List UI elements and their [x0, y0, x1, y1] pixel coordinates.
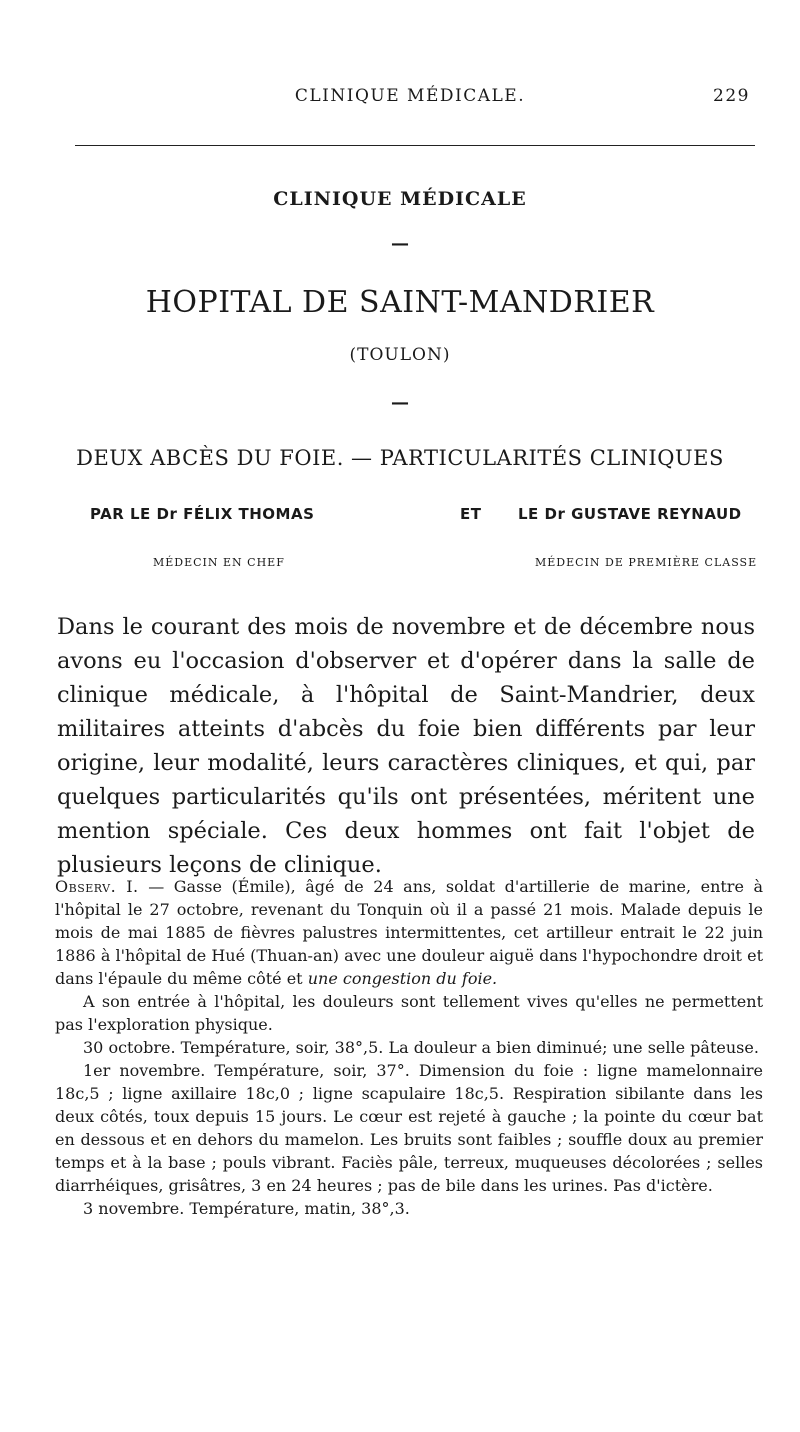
observation-italic: une congestion du foie. [307, 969, 498, 988]
running-head-title: CLINIQUE MÉDICALE. [294, 86, 526, 106]
observation-paragraph [55, 875, 763, 990]
page-number: 229 [713, 86, 750, 106]
city-subtitle: (TOULON) [349, 345, 451, 365]
separator-dash: — [391, 233, 409, 254]
author-2: LE Dr GUSTAVE REYNAUD [518, 505, 742, 523]
section-title: CLINIQUE MÉDICALE [273, 188, 527, 210]
author-1: PAR LE Dr FÉLIX THOMAS [90, 505, 315, 523]
observation-section [55, 875, 763, 1220]
hospital-title: HOPITAL DE SAINT-MANDRIER [145, 285, 655, 320]
article-subject: DEUX ABCÈS DU FOIE. — PARTICULARITÉS CLINIQUES [76, 446, 724, 470]
observation-paragraph: A son entrée à l'hôpital, les douleurs sont tellement vives qu'elles ne permettent pas l'exploration physique. [55, 992, 763, 1034]
observation-label: Observ. I. [55, 877, 139, 896]
byline-conjunction: ET [460, 505, 482, 523]
author-1-role: MÉDECIN EN CHEF [153, 556, 285, 569]
observation-text: — Gasse (Émile), âgé de 24 ans, soldat d'artillerie de marine, entre à l'hôpital le 27 octobre, revenant du Tonquin où il a passé 21 mois. Malade depuis le mois de mai 1885 de fièvres palustres intermittentes, cet artilleur entrait le 22 juin 1886 à l'hôpital de Hué (Thuan-an) avec une douleur aiguë dans l'hypochondre droit et dans l'épaule du même côté et [55, 877, 764, 988]
header-rule [75, 145, 755, 146]
author-2-role: MÉDECIN DE PREMIÈRE CLASSE [535, 556, 758, 569]
intro-paragraph: Dans le courant des mois de novembre et de décembre nous avons eu l'occasion d'observer et d'opérer dans la salle de clinique médicale, à l'hôpital de Saint-Mandrier, deux militaires atteints d'abcès du foie bien différents par leur origine, leur modalité, leurs caractères cliniques, et qui, par quelques particularités qu'ils ont présentées, méritent une mention spéciale. Ces deux hommes ont fait l'objet de plusieurs leçons de clinique. [57, 614, 755, 878]
observation-paragraph: 3 novembre. Température, matin, 38°,3. [83, 1199, 410, 1218]
observation-paragraph: 1er novembre. Température, soir, 37°. Dimension du foie : ligne mamelonnaire 18c,5 ; ligne axillaire 18c,0 ; ligne scapulaire 18c,5. Respiration sibilante dans les deux côtés, toux depuis 15 jours. Le cœur est rejeté à gauche ; la pointe du cœur bat en dessous et en dehors du mamelon. Les bruits sont faibles ; souffle doux au premier temps et à la base ; pouls vibrant. Faciès pâle, terreux, muqueuses décolorées ; selles diarrhéiques, grisâtres, 3 en 24 heures ; pas de bile dans les urines. Pas d'ictère. [55, 1061, 763, 1195]
separator-dash: — [391, 392, 409, 413]
observation-paragraph: 30 octobre. Température, soir, 38°,5. La douleur a bien diminué; une selle pâteuse. [83, 1038, 759, 1057]
